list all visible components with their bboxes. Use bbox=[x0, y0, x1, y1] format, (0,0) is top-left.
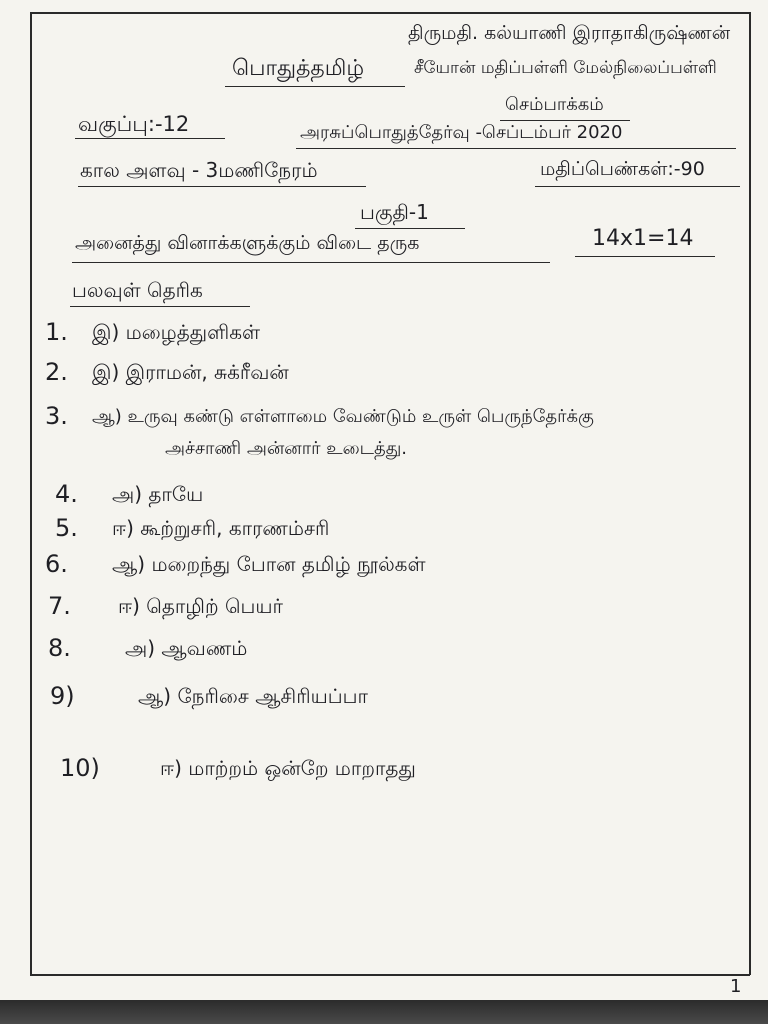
school-type: சீயோன் மதிப்பள்ளி மேல்நிலைப்பள்ளி bbox=[414, 58, 717, 78]
answer-text: இ) இராமன், சுக்ரீவன் bbox=[92, 360, 289, 384]
answer-number: 4. bbox=[55, 480, 78, 508]
bottom-border bbox=[30, 974, 750, 976]
answer-number: 9) bbox=[50, 682, 75, 710]
answer-text: அ) தாயே bbox=[112, 482, 204, 506]
instruction: அனைத்து வினாக்களுக்கும் விடை தருக bbox=[75, 232, 420, 254]
answer-number: 3. bbox=[45, 402, 68, 430]
answer-text-continued: அச்சாணி அன்னார் உடைத்து. bbox=[165, 438, 408, 459]
answer-number: 6. bbox=[45, 550, 68, 578]
marks-label: மதிப்பெண்கள்:-90 bbox=[540, 158, 705, 180]
instruction-underline bbox=[72, 262, 550, 263]
section-title: பகுதி-1 bbox=[360, 200, 429, 224]
marks-underline bbox=[535, 186, 740, 187]
answer-text: ஆ) மறைந்து போன தமிழ் நூல்கள் bbox=[112, 552, 426, 576]
section-score: 14x1=14 bbox=[592, 226, 694, 251]
place-underline bbox=[500, 120, 630, 121]
top-border bbox=[30, 12, 750, 14]
answer-number: 2. bbox=[45, 358, 68, 386]
answer-text: ஆ) நேரிசை ஆசிரியப்பா bbox=[138, 684, 368, 708]
score-underline bbox=[575, 256, 715, 257]
answer-number: 1. bbox=[45, 318, 68, 346]
left-border bbox=[30, 12, 32, 975]
page-number: 1 bbox=[730, 976, 742, 997]
answer-number: 10) bbox=[60, 754, 100, 782]
exam-underline bbox=[296, 148, 736, 149]
subheading-underline bbox=[70, 306, 250, 307]
class-label: வகுப்பு:-12 bbox=[78, 112, 190, 136]
class-underline bbox=[75, 138, 225, 139]
school-place: செம்பாக்கம் bbox=[505, 94, 604, 115]
answer-text: அ) ஆவணம் bbox=[125, 636, 248, 660]
answer-text: இ) மழைத்துளிகள் bbox=[92, 320, 261, 344]
answer-text: ஈ) மாற்றம் ஒன்றே மாறாதது bbox=[160, 756, 416, 780]
right-border bbox=[749, 12, 751, 975]
answer-number: 7. bbox=[48, 592, 71, 620]
answer-text: ஈ) கூற்றுசரி, காரணம்சரி bbox=[112, 516, 330, 540]
school-name: திருமதி. கல்யாணி இராதாகிருஷ்ணன் bbox=[408, 22, 731, 44]
exam-title: அரசுப்பொதுத்தேர்வு -செப்டம்பர் 2020 bbox=[300, 122, 623, 143]
scan-shadow bbox=[0, 1000, 768, 1024]
answer-number: 8. bbox=[48, 634, 71, 662]
time-underline bbox=[78, 186, 366, 187]
subject-underline bbox=[225, 86, 405, 87]
answer-text: ஆ) உருவு கண்டு எள்ளாமை வேண்டும் உருள் பெருந்தேர்க்கு bbox=[92, 406, 594, 427]
time-label: கால அளவு - 3மணிநேரம் bbox=[80, 158, 318, 182]
subject-title: பொதுத்தமிழ் bbox=[232, 56, 365, 81]
section-subheading: பலவுள் தெரிக bbox=[72, 278, 203, 302]
answer-number: 5. bbox=[55, 514, 78, 542]
section-underline bbox=[355, 228, 465, 229]
answer-text: ஈ) தொழிற் பெயர் bbox=[118, 594, 284, 618]
